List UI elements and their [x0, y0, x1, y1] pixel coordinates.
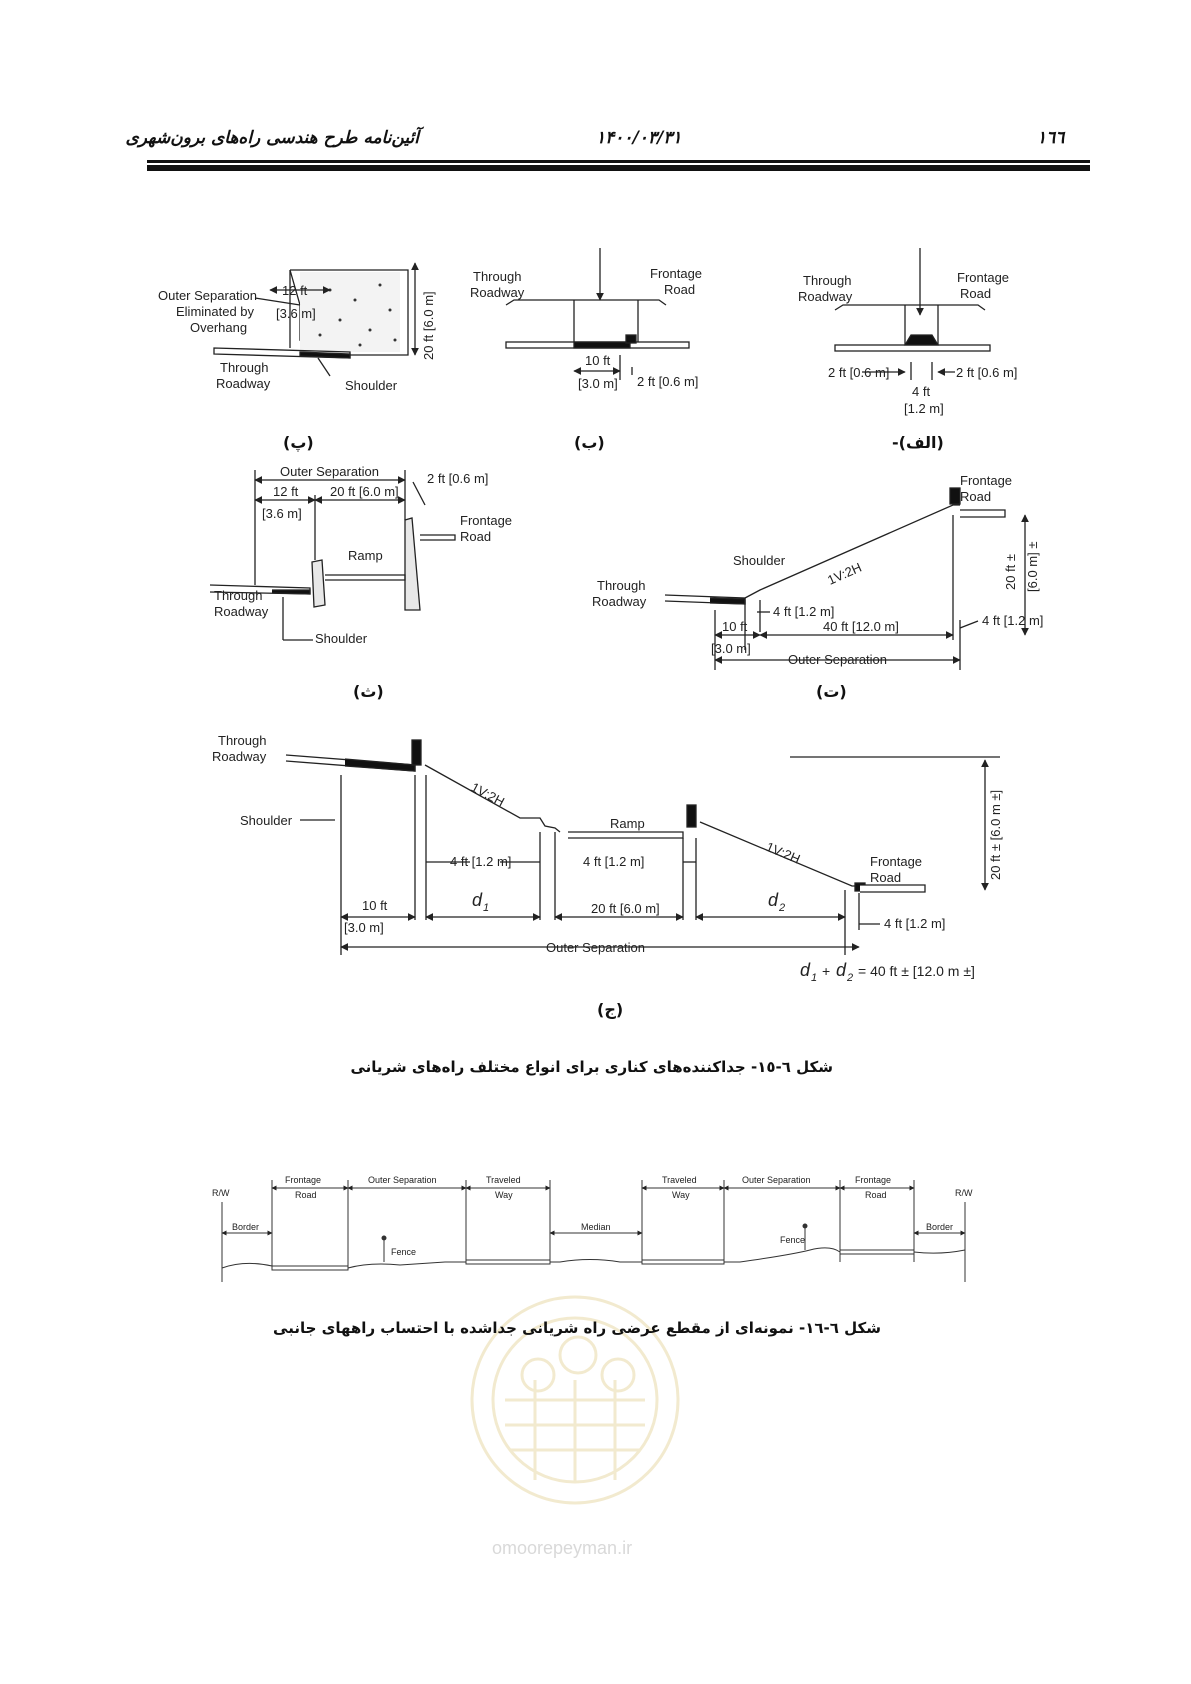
- jim-through-1: Through: [218, 733, 267, 748]
- se-dim-2: 2 ft [0.6 m]: [427, 471, 489, 486]
- te-through-1: Through: [597, 578, 646, 593]
- panel-label-alef: (الف)-: [892, 433, 944, 452]
- jim-formula-d1: d: [800, 960, 811, 980]
- alef-frontage-2: Road: [960, 286, 992, 301]
- te-frontage-1: Frontage: [960, 473, 1013, 488]
- te-dim-10: 10 ft: [722, 619, 748, 634]
- jim-dim-20: 20 ft ± [6.0 m ±]: [988, 789, 1003, 880]
- pe-outer-sep-2: Eliminated by: [176, 304, 255, 319]
- fig16-frontage-r1: Frontage: [855, 1175, 892, 1185]
- alef-frontage-1: Frontage: [957, 270, 1010, 285]
- se-ramp: Ramp: [348, 548, 383, 563]
- jim-formula-sub1: 1: [811, 972, 818, 984]
- fig16-rw-left: R/W: [212, 1188, 230, 1198]
- be-through-2: Roadway: [470, 285, 525, 300]
- se-outer-sep: Outer Separation: [280, 464, 380, 479]
- fig16-traveled-r1: Traveled: [662, 1175, 697, 1185]
- page-number: ١٦٦: [1037, 128, 1065, 148]
- se-dim-36: [3.6 m]: [262, 506, 302, 521]
- fig16-frontage-r2: Road: [865, 1190, 887, 1200]
- fig16-border-left: Border: [232, 1222, 260, 1232]
- be-dim-10: 10 ft: [585, 353, 611, 368]
- panel-label-be: (ب): [574, 433, 605, 452]
- watermark-url: omoorepeyman.ir: [492, 1538, 633, 1558]
- alef-dim-2b: 2 ft [0.6 m]: [956, 365, 1018, 380]
- jim-formula-rest: = 40 ft ± [12.0 m ±]: [858, 963, 975, 979]
- alef-through-2: Roadway: [798, 289, 853, 304]
- te-dim-40: 40 ft [12.0 m]: [823, 619, 899, 634]
- fig16-fence-left: Fence: [391, 1247, 417, 1257]
- fig16-frontage-1: Frontage: [285, 1175, 322, 1185]
- jim-dim-30: [3.0 m]: [344, 920, 384, 935]
- jim-frontage-2: Road: [870, 870, 902, 885]
- panel-label-jim: (ج): [597, 1000, 624, 1019]
- pe-outer-sep-1: Outer Separation: [158, 288, 258, 303]
- alef-through-1: Through: [803, 273, 852, 288]
- se-dim-20: 20 ft [6.0 m]: [330, 484, 399, 499]
- se-frontage-2: Road: [460, 529, 492, 544]
- jim-frontage-1: Frontage: [870, 854, 923, 869]
- se-through-2: Roadway: [214, 604, 269, 619]
- se-frontage-1: Frontage: [460, 513, 513, 528]
- fig16-outer-sep-left: Outer Separation: [368, 1175, 437, 1185]
- jim-outer-sep: Outer Separation: [546, 940, 646, 955]
- te-slope: 1V:2H: [825, 559, 864, 588]
- te-dim-30: [3.0 m]: [711, 641, 751, 656]
- jim-formula-plus: +: [822, 963, 831, 979]
- te-dim-4b: 4 ft [1.2 m]: [982, 613, 1044, 628]
- figure-15-caption: شکل ٦-١٥- جداکننده‌های کناری برای انواع مختلف راه‌های شریانی: [350, 1058, 833, 1076]
- fig16-frontage-2: Road: [295, 1190, 317, 1200]
- jim-d2: d: [768, 890, 779, 910]
- te-dim-20: 20 ft ±: [1003, 553, 1018, 590]
- jim-through-2: Roadway: [212, 749, 267, 764]
- header-title: آئین‌نامه طرح هندسی راه‌های برون‌شهری: [125, 128, 419, 148]
- alef-dim-4: 4 ft: [912, 384, 931, 399]
- fig16-traveled-r2: Way: [672, 1190, 690, 1200]
- pe-through-2: Roadway: [216, 376, 271, 391]
- te-frontage-2: Road: [960, 489, 992, 504]
- te-shoulder: Shoulder: [733, 553, 786, 568]
- fig16-traveled-2: Way: [495, 1190, 513, 1200]
- alef-dim-2a: 2 ft [0.6 m]: [828, 365, 890, 380]
- pe-outer-sep-3: Overhang: [190, 320, 248, 335]
- jim-d1: d: [472, 890, 483, 910]
- jim-sub1: 1: [483, 902, 490, 914]
- panel-label-pe: (پ): [283, 433, 314, 452]
- te-through-2: Roadway: [592, 594, 647, 609]
- fig16-fence-right: Fence: [780, 1235, 806, 1245]
- te-outer-sep: Outer Separation: [788, 652, 888, 667]
- be-dim-30: [3.0 m]: [578, 376, 618, 391]
- pe-dim-36: [3.6 m]: [276, 306, 316, 321]
- jim-dim-4b: 4 ft [1.2 m]: [583, 854, 645, 869]
- pe-dim-12: 12 ft: [282, 283, 308, 298]
- panel-label-te: (ت): [816, 682, 847, 701]
- jim-dim-10: 10 ft: [362, 898, 388, 913]
- jim-formula-d2: d: [836, 960, 847, 980]
- figure-16-caption: شکل ٦-١٦- نمونه‌ای از مقطع عرضی راه شریانی جداشده با احتساب راههای جانبی: [273, 1319, 881, 1337]
- fig16-outer-sep-right: Outer Separation: [742, 1175, 811, 1185]
- jim-ramp: Ramp: [610, 816, 645, 831]
- fig16-median: Median: [581, 1222, 611, 1232]
- be-frontage-2: Road: [664, 282, 696, 297]
- be-frontage-1: Frontage: [650, 266, 703, 281]
- pe-dim-20: 20 ft [6.0 m]: [421, 291, 436, 360]
- be-dim-2: 2 ft [0.6 m]: [637, 374, 699, 389]
- jim-dim-4a: 4 ft [1.2 m]: [450, 854, 512, 869]
- alef-dim-12: [1.2 m]: [904, 401, 944, 416]
- pe-shoulder: Shoulder: [345, 378, 398, 393]
- se-shoulder: Shoulder: [315, 631, 368, 646]
- header-date: ۱۴۰۰/۰۳/۳۱: [596, 128, 682, 148]
- pe-through-1: Through: [220, 360, 269, 375]
- jim-sub2: 2: [779, 902, 786, 914]
- jim-dim-4c: 4 ft [1.2 m]: [884, 916, 946, 931]
- be-through-1: Through: [473, 269, 522, 284]
- panel-label-se: (ث): [353, 682, 384, 701]
- te-dim-4a: 4 ft [1.2 m]: [773, 604, 835, 619]
- fig16-traveled-1: Traveled: [486, 1175, 521, 1185]
- se-dim-12: 12 ft: [273, 484, 299, 499]
- jim-shoulder: Shoulder: [240, 813, 293, 828]
- fig16-rw-right: R/W: [955, 1188, 973, 1198]
- jim-dim-20b: 20 ft [6.0 m]: [591, 901, 660, 916]
- jim-formula-sub2: 2: [847, 972, 854, 984]
- jim-slope-1: 1V:2H: [468, 779, 508, 810]
- te-dim-6: [6.0 m] ±: [1025, 541, 1040, 592]
- jim-slope-2: 1V:2H: [763, 838, 803, 867]
- fig16-border-right: Border: [926, 1222, 954, 1232]
- se-through-1: Through: [214, 588, 263, 603]
